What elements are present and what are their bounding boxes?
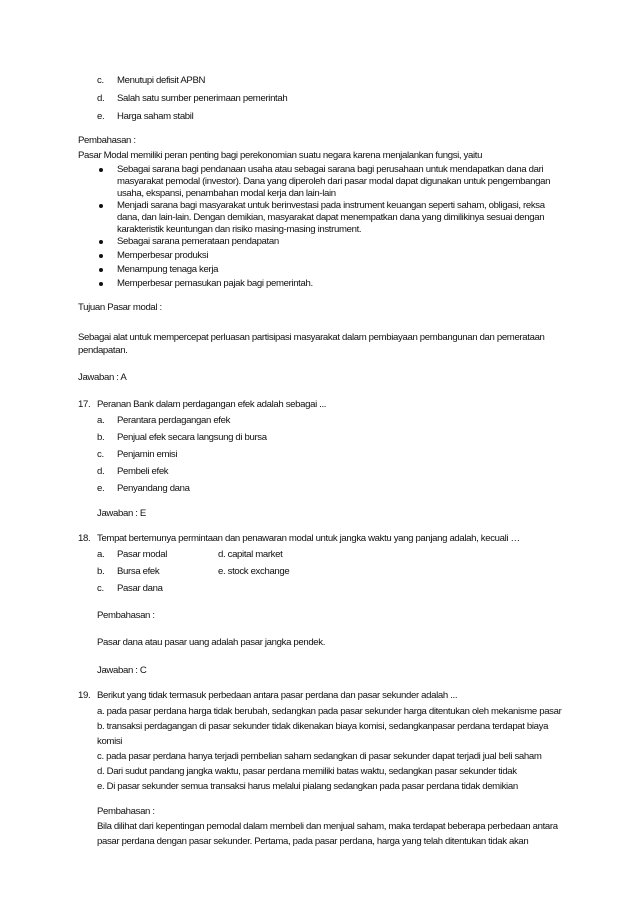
bullet-text: Memperbesar produksi: [117, 250, 209, 261]
bullet-text: dana, dan lain-lain. Dengan demikian, masyarakat dapat menempatkan dana yang dimilikinya sesuai dengan: [117, 212, 545, 223]
option-letter: a.: [97, 415, 105, 426]
option-text: komisi: [97, 736, 123, 747]
option-text: Bursa efek: [117, 566, 160, 577]
option-text: Harga saham stabil: [117, 111, 194, 122]
pembahasan-text: Pasar dana atau pasar uang adalah pasar jangka pendek.: [97, 637, 326, 648]
bullet-icon: [99, 168, 103, 172]
question-number: 19.: [78, 690, 91, 701]
jawaban: Jawaban : A: [78, 372, 127, 383]
option-text: b. transaksi perdagangan di pasar sekunder tidak dikenakan biaya komisi, sedangkanpasar perdana terdapat biaya: [97, 721, 549, 732]
bullet-icon: [99, 268, 103, 272]
pembahasan-text: Bila dilihat dari kepentingan pemodal dalam membeli dan menjual saham, maka terdapat beberapa perbedaan antara: [97, 821, 558, 832]
bullet-text: usaha, ekspansi, penambahan modal kerja dan lain-lain: [117, 188, 336, 199]
question-text: Tempat bertemunya permintaan dan penawaran modal untuk jangka waktu yang panjang adalah, kecuali …: [97, 533, 520, 544]
option-text: Penyandang dana: [117, 483, 190, 494]
jawaban: Jawaban : C: [97, 665, 147, 676]
bullet-text: karakteristik keuntungan dan risiko masing-masing instrument.: [117, 224, 362, 235]
pembahasan-heading: Pembahasan :: [97, 806, 155, 817]
option-letter: a.: [97, 549, 105, 560]
bullet-text: Sebagai sarana pemerataan pendapatan: [117, 236, 279, 247]
option-text: Pasar modal: [117, 549, 168, 560]
pembahasan-text: pasar perdana dengan pasar sekunder. Pertama, pada pasar perdana, harga yang telah ditentukan tidak akan: [97, 836, 529, 847]
option-text: a. pada pasar perdana harga tidak berubah, sedangkan pada pasar sekunder harga ditentukan oleh mekanisme pasar: [97, 706, 562, 717]
option-text: Perantara perdagangan efek: [117, 415, 231, 426]
question-text: Peranan Bank dalam perdagangan efek adalah sebagai ...: [97, 399, 327, 410]
option-letter: e.: [97, 483, 105, 494]
bullet-text: Sebagai sarana bagi pendanaan usaha atau sebagai sarana bagi perusahaan untuk mendapatkan dana dari: [117, 164, 544, 175]
option-text: Pasar dana: [117, 583, 163, 594]
bullet-icon: [99, 254, 103, 258]
question-number: 18.: [78, 533, 91, 544]
option-text: d. Dari sudut pandang jangka waktu, pasar perdana memiliki batas waktu, sedangkan pasar sekunder tidak: [97, 766, 517, 777]
bullet-text: Memperbesar pemasukan pajak bagi pemerintah.: [117, 278, 313, 289]
bullet-text: Menjadi sarana bagi masyarakat untuk berinvestasi pada instrument keuangan seperti saham, obligasi, reksa: [117, 200, 545, 211]
option-letter: c.: [97, 583, 104, 594]
tujuan-text: Sebagai alat untuk mempercepat perluasan partisipasi masyarakat dalam pembiayaan pembangunan dan pemerataan: [78, 332, 545, 343]
option-text: e. Di pasar sekunder semua transaksi harus melalui pialang sedangkan pada pasar perdana tidak demikian: [97, 781, 518, 792]
option-letter: b.: [97, 432, 105, 443]
pembahasan-heading: Pembahasan :: [78, 135, 136, 146]
tujuan-heading: Tujuan Pasar modal :: [78, 302, 162, 313]
tujuan-text: pendapatan.: [78, 345, 128, 356]
option-text: Penjual efek secara langsung di bursa: [117, 432, 267, 443]
option-text: Penjamin emisi: [117, 449, 178, 460]
option-text: d. capital market: [218, 549, 283, 560]
option-letter: c.: [97, 75, 104, 86]
option-letter: c.: [97, 449, 104, 460]
option-text: c. pada pasar perdana hanya terjadi pembelian saham sedangkan di pasar sekunder dapat terjadi jual beli saham: [97, 751, 542, 762]
option-letter: d.: [97, 93, 105, 104]
option-letter: e.: [97, 111, 105, 122]
bullet-icon: [99, 204, 103, 208]
option-text: Menutupi defisit APBN: [117, 75, 206, 86]
question-text: Berikut yang tidak termasuk perbedaan antara pasar perdana dan pasar sekunder adalah ...: [97, 690, 458, 701]
option-letter: d.: [97, 466, 105, 477]
option-text: Salah satu sumber penerimaan pemerintah: [117, 93, 288, 104]
bullet-text: Menampung tenaga kerja: [117, 264, 219, 275]
bullet-icon: [99, 240, 103, 244]
option-text: Pembeli efek: [117, 466, 169, 477]
bullet-icon: [99, 282, 103, 286]
option-text: e. stock exchange: [218, 566, 290, 577]
bullet-text: masyarakat pemodal (investor). Dana yang diperoleh dari pasar modal dapat digunakan untuk pengembangan: [117, 176, 551, 187]
question-number: 17.: [78, 399, 91, 410]
jawaban: Jawaban : E: [97, 508, 146, 519]
pembahasan-heading: Pembahasan :: [97, 610, 155, 621]
option-letter: b.: [97, 566, 105, 577]
pembahasan-intro: Pasar Modal memiliki peran penting bagi perekonomian suatu negara karena menjalankan fungsi, yaitu: [78, 150, 483, 161]
